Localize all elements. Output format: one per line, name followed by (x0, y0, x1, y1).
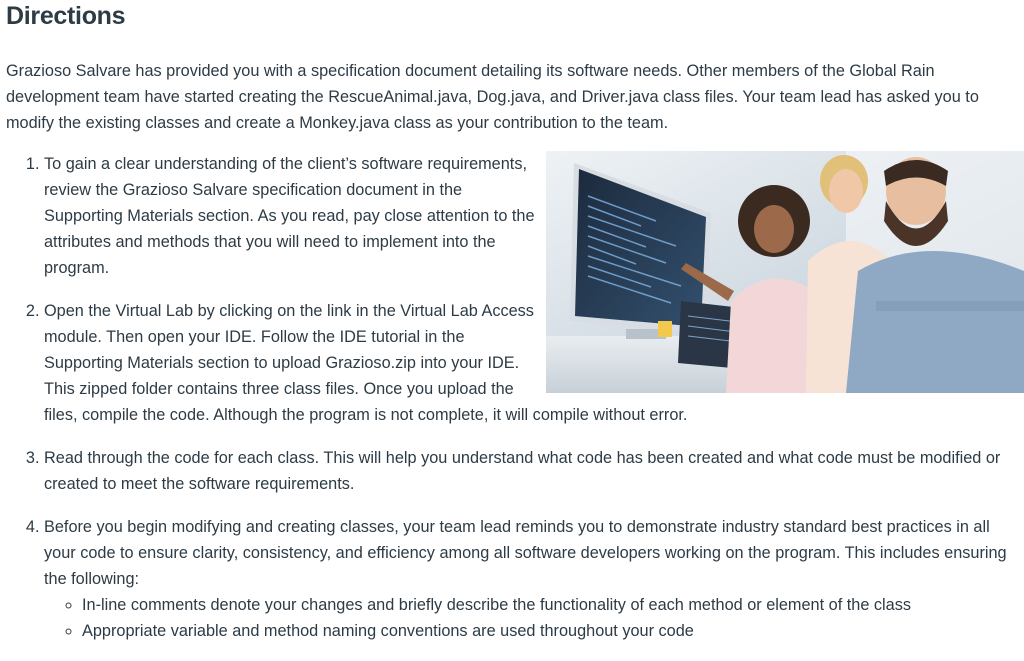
step-text-3: Read through the code for each class. This will help you understand what code has been created and what code must be modified or created to meet the software requirements. (44, 449, 1001, 493)
best-practice-item-1: ◦ In-line comments denote your changes and briefly describe the functionality of each method or element of the class (82, 592, 1018, 618)
step-item-3 (44, 445, 1018, 497)
team-photo-illustration (546, 151, 1024, 393)
step-item-1 (44, 151, 1018, 281)
team-photo (546, 151, 1024, 393)
step-item-4 (44, 514, 1018, 644)
best-practice-item-2: ◦ Appropriate variable and method naming conventions are used throughout your code (82, 618, 1018, 644)
page-title: Directions (6, 2, 126, 30)
steps-list (6, 151, 1018, 661)
best-practices-list (44, 592, 1018, 644)
step-text-1: To gain a clear understanding of the client’s software requirements, review the Grazioso Salvare specification document in the Supporting Materials section. As you read, pay close attention to the attributes and methods that you will need to implement into the program. (44, 155, 535, 277)
step-text-4: Before you begin modifying and creating classes, your team lead reminds you to demonstrate industry standard best practices in all your code to ensure clarity, consistency, and efficiency among all software developers working on the program. This includes ensuring the following: (44, 518, 1007, 588)
step-text-2: Open the Virtual Lab by clicking on the link in the Virtual Lab Access module. Then open your IDE. Follow the IDE tutorial in the Supporting Materials section to upload Grazioso.zip into your IDE. This zipped folder contains three class files. Once you upload the files, compile the code. Although the program is not complete, it will compile without error. (44, 302, 688, 424)
intro-paragraph: Grazioso Salvare has provided you with a specification document detailing its software needs. Other members of the Global Rain development team have started creating the RescueAnimal.java, Dog.java, and Driver.java class files. Your team lead has asked you to modify the existing classes and create a Monkey.java class as your contribution to the team. (6, 62, 979, 132)
